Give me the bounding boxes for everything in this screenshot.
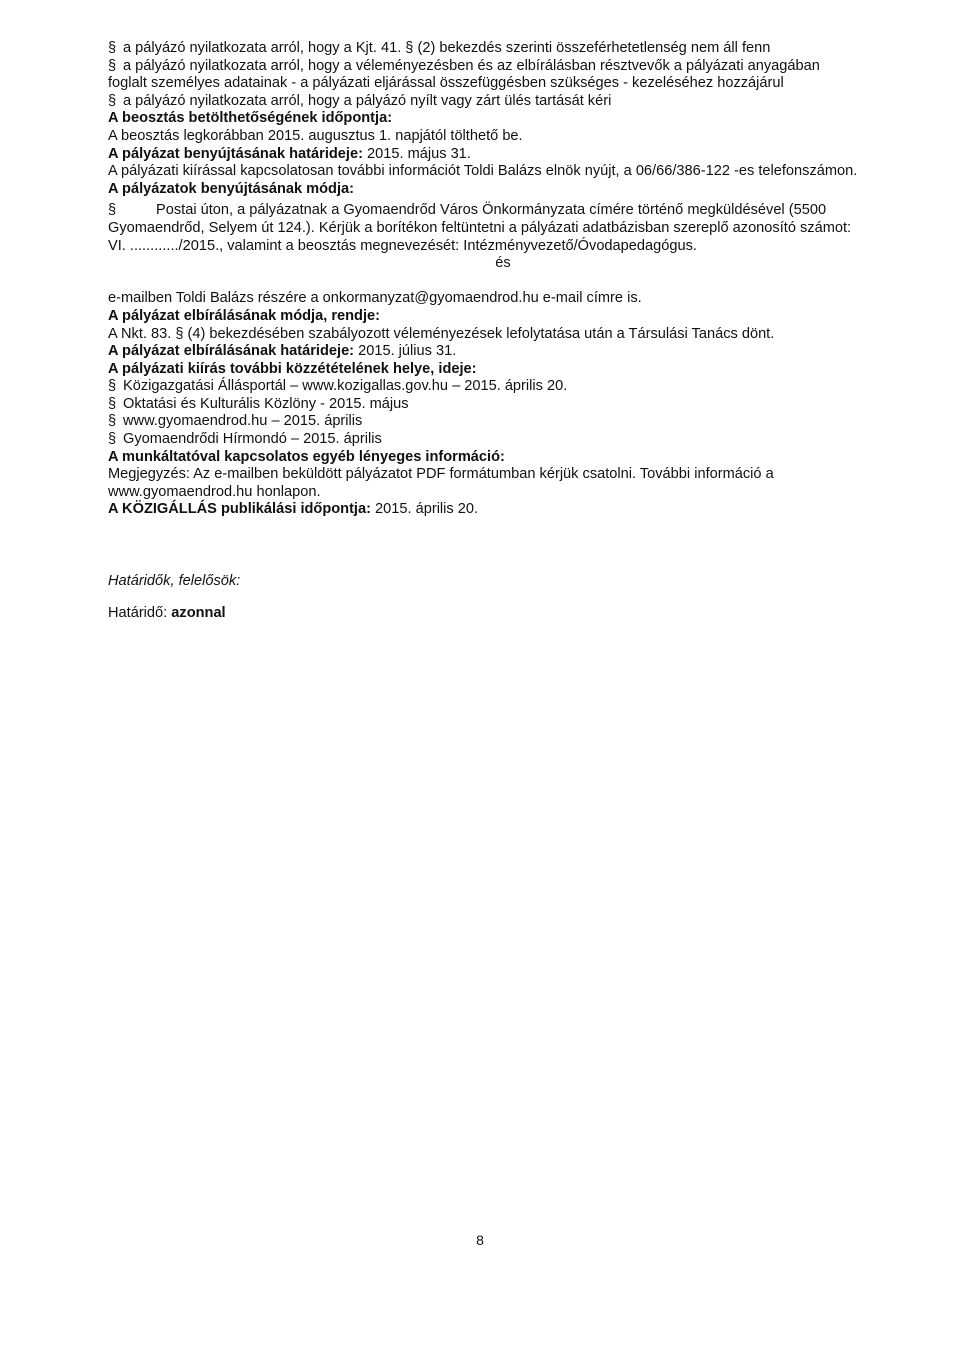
section-bullet: § [108,40,117,56]
text-line: A beosztás legkorábban 2015. augusztus 1. napjától tölthető be. [108,127,523,144]
section-heading: A pályázatok benyújtásának módja: [108,180,355,197]
text-line: A Nkt. 83. § (4) bekezdésében szabályozott véleményezések lefolytatása után a Társulási Tanács dönt. [108,325,775,342]
section-heading: A munkáltatóval kapcsolatos egyéb lényeges információ: [108,448,505,465]
text-line: Gyomaendrőd, Selyem út 124.). Kérjük a borítékon feltüntetni a pályázati adatbázisban szereplő azonosító számot: [108,219,852,236]
text-line: foglalt személyes adatainak - a pályázati eljárással összefüggésben szükséges - kezeléséhez hozzájárul [108,75,784,92]
section-bullet: § [108,378,117,395]
bullet-item: § Postai úton, a pályázatnak a Gyomaendrőd Város Önkormányzata címére történő megküldésével (5500 [108,202,827,219]
section-heading: A pályázat elbírálásának módja, rendje: [108,307,380,324]
section-bullet: § [108,92,117,109]
section-heading: A pályázati kiírás további közzétételének helye, ideje: [108,360,477,377]
inline-heading: A pályázat elbírálásának határideje: [108,343,355,360]
text-line: www.gyomaendrod.hu honlapon. [108,483,321,500]
section-bullet: § [108,431,117,448]
text-line: Megjegyzés: Az e-mailben beküldött pályázatot PDF formátumban kérjük csatolni. További információ a [108,466,774,483]
deadline-line: Határidő: azonnal [108,604,226,621]
deadline-value: azonnal [171,604,226,621]
inline-heading: A pályázat benyújtásának határideje: [108,145,363,162]
inline-heading: A KÖZIGÁLLÁS publikálási időpontja: [108,501,371,518]
section-bullet: § [108,57,117,74]
conjunction: és [495,255,511,272]
text-line: A KÖZIGÁLLÁS publikálási időpontja: 2015. április 20. [108,501,479,518]
section-bullet: § [108,202,117,219]
text-line: A pályázat elbírálásának határideje: 2015. július 31. [108,343,457,360]
bullet-item: § Oktatási és Kulturális Közlöny - 2015. május [108,395,409,412]
page-number: 8 [476,1232,484,1248]
text-line: e-mailben Toldi Balázs részére a onkormanyzat@gyomaendrod.hu e-mail címre is. [108,290,642,307]
bullet-item: § Gyomaendrődi Hírmondó – 2015. április [108,431,382,448]
section-bullet: § [108,395,117,412]
text-line: A pályázati kiírással kapcsolatosan további információt Toldi Balázs elnök nyújt, a 06/66/386-122 -es telefonszámon. [108,163,858,180]
bullet-item: § a pályázó nyilatkozata arról, hogy a pályázó nyílt vagy zárt ülés tartását kéri [108,92,612,109]
section-bullet: § [108,413,117,430]
bullet-item: § Közigazgatási Állásportál – www.kozigallas.gov.hu – 2015. április 20. [108,378,568,395]
text-line: VI. ............/2015., valamint a beosztás megnevezését: Intézményvezető/Óvodapedagógus. [108,237,697,254]
text-line: A pályázat benyújtásának határideje: 2015. május 31. [108,145,471,162]
bullet-item: § www.gyomaendrod.hu – 2015. április [108,413,363,430]
bullet-item: § a pályázó nyilatkozata arról, hogy a véleményezésben és az elbírálásban résztvevők a pályázati anyagában [108,57,820,74]
deadlines-heading: Határidők, felelősök: [108,573,241,590]
section-heading: A beosztás betölthetőségének időpontja: [108,110,393,127]
bullet-item: § a pályázó nyilatkozata arról, hogy a Kjt. 41. § (2) bekezdés szerinti összeférhetetlenség nem áll fenn [108,40,771,56]
document-body [108,40,868,622]
